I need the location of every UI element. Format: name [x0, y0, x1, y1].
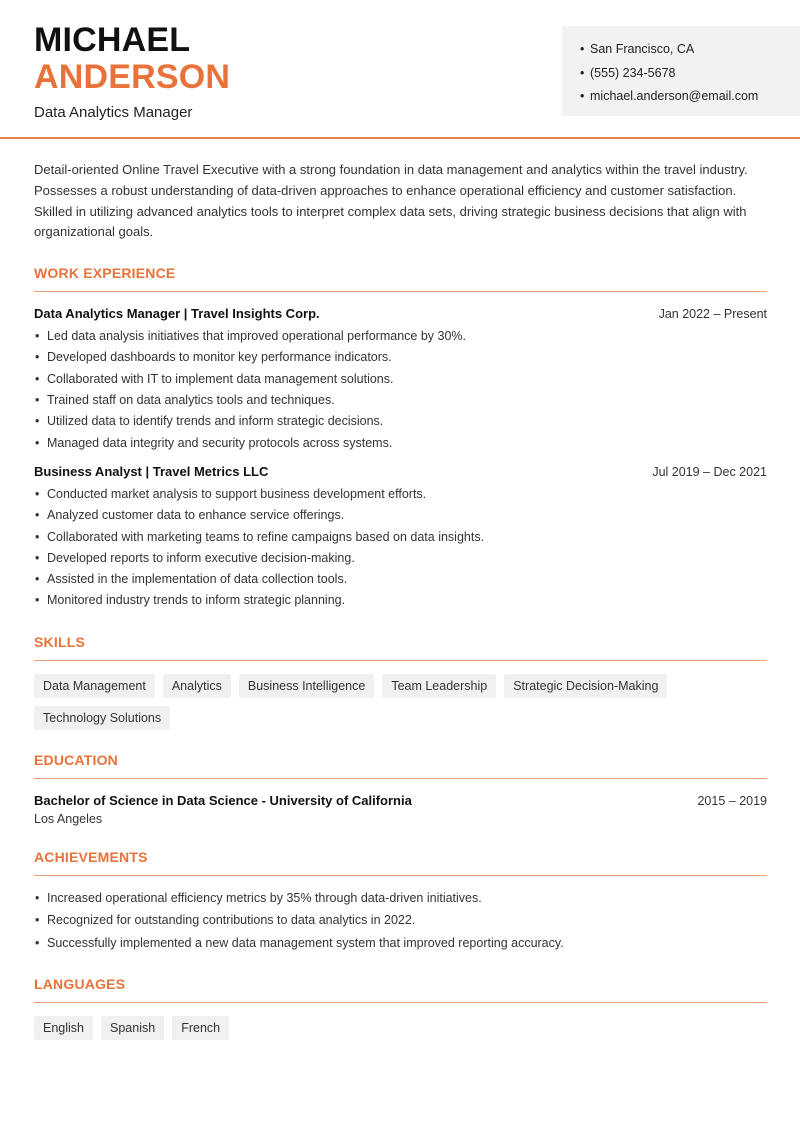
job-bullet: • Collaborated with marketing teams to refine campaigns based on data insights. — [34, 527, 767, 548]
first-name: MICHAEL — [34, 21, 191, 59]
education-entry — [34, 793, 767, 826]
achievement-item: • Successfully implemented a new data management system that improved reporting accuracy. — [34, 932, 767, 955]
skill-chip: Strategic Decision-Making — [504, 674, 667, 698]
education-date: 2015 – 2019 — [697, 793, 767, 808]
last-name: ANDERSON — [34, 58, 231, 96]
job-entry — [34, 464, 767, 612]
resume-body — [34, 160, 767, 1048]
job-bullet: • Analyzed customer data to enhance service offerings. — [34, 505, 767, 526]
language-chip: English — [34, 1016, 93, 1040]
resume-header — [0, 0, 800, 139]
achievement-item: • Increased operational efficiency metrics by 35% through data-driven initiatives. — [34, 887, 767, 910]
job-bullet: • Conducted market analysis to support business development efforts. — [34, 484, 767, 505]
job-date: Jan 2022 – Present — [658, 307, 767, 322]
education-heading: EDUCATION — [34, 752, 767, 779]
languages-heading: LANGUAGES — [34, 976, 767, 1003]
skills-list — [34, 674, 767, 738]
job-bullet: • Trained staff on data analytics tools and techniques. — [34, 390, 767, 411]
skill-chip: Team Leadership — [382, 674, 496, 698]
education-header — [34, 793, 767, 808]
work-section — [34, 265, 767, 612]
skills-section — [34, 634, 767, 738]
skills-heading: SKILLS — [34, 634, 767, 661]
languages-list — [34, 1016, 767, 1048]
contact-box — [562, 26, 800, 116]
job-bullets — [34, 484, 767, 612]
achievement-item: • Recognized for outstanding contributions to data analytics in 2022. — [34, 909, 767, 932]
contact-email[interactable]: • michael.anderson@email.com — [580, 85, 800, 109]
contact-location: • San Francisco, CA — [580, 38, 800, 62]
achievements-heading: ACHIEVEMENTS — [34, 849, 767, 876]
job-bullet: • Developed dashboards to monitor key performance indicators. — [34, 347, 767, 368]
achievements-section — [34, 849, 767, 955]
skill-chip: Business Intelligence — [239, 674, 374, 698]
job-bullet: • Collaborated with IT to implement data management solutions. — [34, 369, 767, 390]
job-date: Jul 2019 – Dec 2021 — [652, 464, 767, 479]
job-bullet: • Monitored industry trends to inform strategic planning. — [34, 590, 767, 611]
skill-chip: Data Management — [34, 674, 155, 698]
job-header — [34, 306, 767, 321]
skill-chip: Technology Solutions — [34, 706, 170, 730]
job-bullet: • Assisted in the implementation of data collection tools. — [34, 569, 767, 590]
job-header — [34, 464, 767, 479]
job-bullet: • Developed reports to inform executive decision-making. — [34, 548, 767, 569]
job-bullet: • Managed data integrity and security protocols across systems. — [34, 433, 767, 454]
achievements-list — [34, 887, 767, 955]
summary: Detail-oriented Online Travel Executive with a strong foundation in data management and analytics within the travel industry. Possesses a robust understanding of data-driven approaches to enhance operational efficiency and customer satisfaction. Skilled in utilizing advanced analytics tools to interpret complex data sets, driving strategic business decisions that align with organizational goals. — [34, 162, 748, 240]
name-block — [34, 22, 230, 121]
job-title-company: Data Analytics Manager | Travel Insights Corp. — [34, 306, 320, 322]
job-entry — [34, 306, 767, 454]
job-title: Data Analytics Manager — [34, 104, 193, 121]
education-location: Los Angeles — [34, 811, 103, 826]
language-chip: French — [172, 1016, 229, 1040]
skill-chip: Analytics — [163, 674, 231, 698]
degree: Bachelor of Science in Data Science - University of California — [34, 792, 412, 808]
contact-phone: • (555) 234-5678 — [580, 62, 800, 86]
languages-section — [34, 976, 767, 1048]
language-chip: Spanish — [101, 1016, 164, 1040]
job-bullets — [34, 326, 767, 454]
job-bullet: • Led data analysis initiatives that improved operational performance by 30%. — [34, 326, 767, 347]
education-section — [34, 752, 767, 826]
work-heading: WORK EXPERIENCE — [34, 265, 767, 292]
job-title-company: Business Analyst | Travel Metrics LLC — [34, 463, 269, 479]
job-bullet: • Utilized data to identify trends and inform strategic decisions. — [34, 411, 767, 432]
